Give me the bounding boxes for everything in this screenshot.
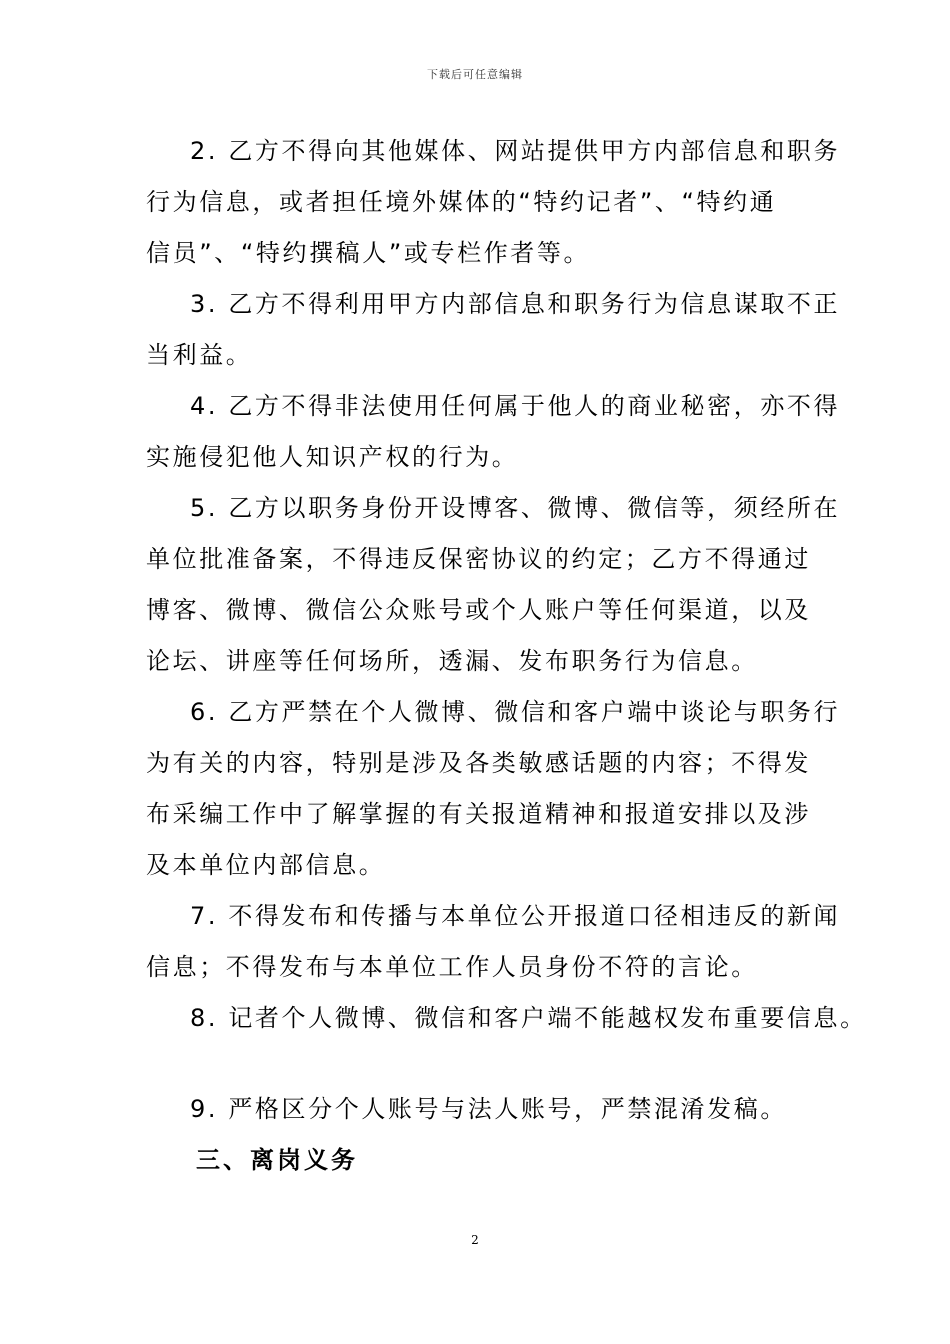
paragraph-line: 4. 乙方不得非法使用任何属于他人的商业秘密，亦不得 <box>190 392 841 420</box>
paragraph-line: 行为信息，或者担任境外媒体的“特约记者”、“特约通 <box>146 188 777 216</box>
paragraph-line: 实施侵犯他人知识产权的行为。 <box>146 443 519 471</box>
paragraph-spacer <box>146 1044 822 1084</box>
paragraph-line: 布采编工作中了解掌握的有关报道精神和报道安排以及涉 <box>146 800 811 828</box>
paragraph-line: 3. 乙方不得利用甲方内部信息和职务行为信息谋取不正 <box>190 290 841 318</box>
section-heading: 三、离岗义务 <box>196 1146 358 1174</box>
paragraph-line: 7. 不得发布和传播与本单位公开报道口径相违反的新闻 <box>190 902 841 930</box>
paragraph-line: 为有关的内容，特别是涉及各类敏感话题的内容；不得发 <box>146 749 811 777</box>
paragraph-line: 单位批准备案，不得违反保密协议的约定；乙方不得通过 <box>146 545 811 573</box>
paragraph-line: 信息；不得发布与本单位工作人员身份不符的言论。 <box>146 953 758 981</box>
paragraph-line: 博客、微博、微信公众账号或个人账户等任何渠道，以及 <box>146 596 811 624</box>
paragraph-line: 2. 乙方不得向其他媒体、网站提供甲方内部信息和职务 <box>190 137 841 165</box>
paragraph-line: 当利益。 <box>146 341 253 369</box>
document-body <box>146 126 867 1186</box>
paragraph-line: 6. 乙方严禁在个人微博、微信和客户端中谈论与职务行 <box>190 698 841 726</box>
paragraph-line: 5. 乙方以职务身份开设博客、微博、微信等，须经所在 <box>190 494 841 522</box>
paragraph-line: 论坛、讲座等任何场所，透漏、发布职务行为信息。 <box>146 647 758 675</box>
paragraph-line: 8. 记者个人微博、微信和客户端不能越权发布重要信息。 <box>190 1004 867 1032</box>
paragraph-line: 及本单位内部信息。 <box>146 851 386 879</box>
paragraph-line: 信员”、“特约撰稿人”或专栏作者等。 <box>146 239 591 267</box>
page-header: 下载后可任意编辑 <box>427 68 523 81</box>
paragraph-line: 9. 严格区分个人账号与法人账号，严禁混淆发稿。 <box>190 1095 787 1123</box>
page-number: 2 <box>471 1233 479 1247</box>
